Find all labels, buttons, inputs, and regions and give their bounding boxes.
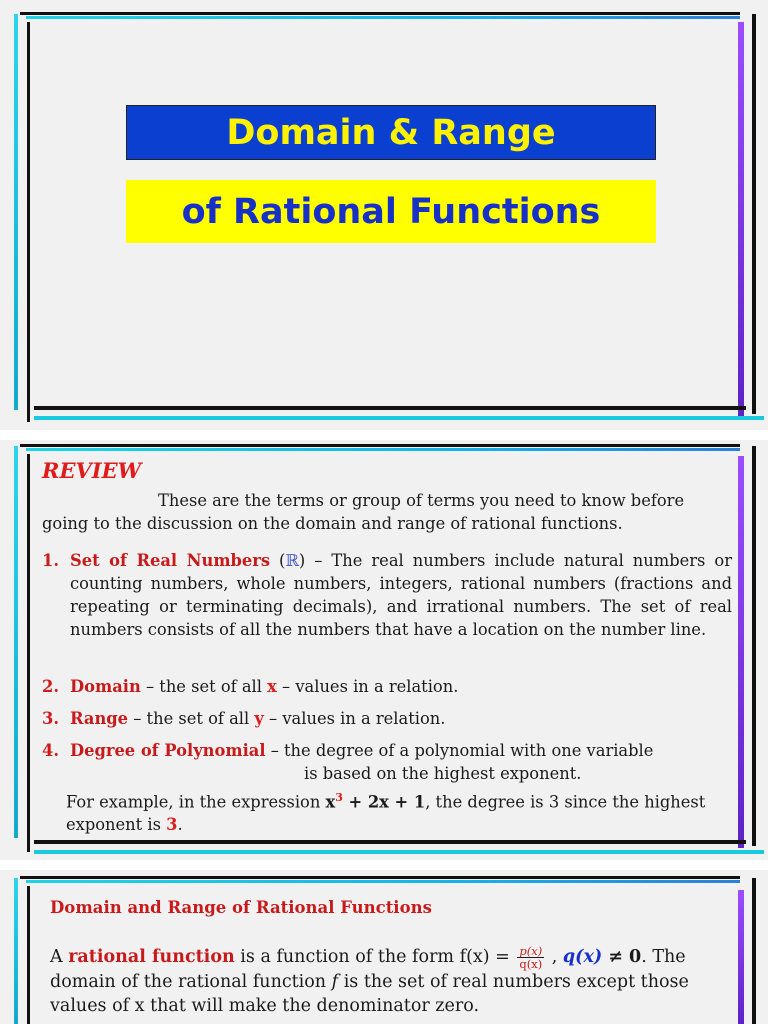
list-item [42, 549, 732, 641]
term-domain: Domain [70, 677, 141, 696]
definition-continuation: is based on the highest exponent. [304, 764, 582, 783]
function-notation: f(x) = [459, 947, 516, 967]
separator: , [546, 947, 563, 967]
example-text: For example, in the expression [66, 792, 326, 812]
section-heading: Domain and Range of Rational Functions [50, 898, 432, 917]
list-item-body [70, 707, 732, 730]
slide-frame-top [20, 876, 740, 879]
list-number: 3. [42, 709, 59, 728]
review-intro: These are the terms or group of terms you need to know before going to the discussion on the domain and range of rational functions. [42, 491, 685, 533]
slide-frame-top [20, 444, 740, 447]
term-range: Range [70, 709, 129, 728]
slide-frame-right-accent [738, 890, 744, 1024]
symbol-close: ) [298, 551, 306, 570]
condition-not-equal: ≠ 0 [602, 947, 642, 967]
list-item-body [70, 549, 732, 641]
slide-frame-left-accent [14, 878, 18, 1024]
fraction [517, 945, 544, 970]
list-item-body [70, 739, 732, 785]
list-number: 2. [42, 677, 59, 696]
slide-frame-bottom-accent [34, 416, 764, 420]
term-real-numbers: Set of Real Numbers [70, 551, 271, 570]
slide-subtitle: of Rational Functions [181, 191, 601, 232]
list-item [42, 739, 732, 785]
term-degree: Degree of Polynomial [70, 741, 266, 760]
slide-frame-right [752, 878, 756, 1024]
list-item [42, 707, 732, 730]
example-text: , the degree is 3 since the highest exponent is [66, 792, 706, 835]
variable-y: y [254, 709, 264, 728]
fraction-denominator: q(x) [519, 957, 543, 971]
slide-frame-top-accent [26, 880, 740, 883]
list-item [42, 675, 732, 698]
title-banner [126, 105, 656, 160]
definition-text: is a function of the form [234, 947, 460, 967]
fraction-numerator: p(x) [519, 944, 543, 958]
term-rational-function: rational function [68, 947, 235, 967]
real-numbers-definition: – The real numbers include natural numbers or counting numbers, whole numbers, integers, rational numbers (fractions and repeating or terminating decimals), and irrational numbers. The set of real numbers consists of all the numbers that have a location on the number line. [70, 551, 732, 639]
rational-function-definition [50, 945, 726, 1018]
slide-frame-left [27, 454, 30, 852]
title-slide [0, 0, 768, 430]
slide-frame-right-accent [738, 456, 744, 848]
definition-text: – values in a relation. [263, 709, 446, 728]
slide-frame-right-accent [738, 22, 744, 417]
subtitle-banner [126, 180, 656, 243]
expression-exponent: 3 [335, 791, 343, 804]
degree-example [66, 786, 726, 836]
definition-text: – the set of all [140, 677, 268, 696]
real-numbers-symbol: ℝ [285, 551, 299, 570]
slide-frame-right [752, 446, 756, 846]
variable-x: x [267, 677, 277, 696]
definition-text: A [50, 947, 69, 967]
slide-frame-bottom-accent [34, 850, 764, 854]
function-name: f [331, 972, 339, 992]
slide-frame-bottom [34, 840, 746, 844]
review-heading: REVIEW [42, 458, 142, 483]
condition-expression: q(x) [562, 947, 603, 967]
slide-frame-top [20, 12, 740, 15]
example-text: . [177, 815, 183, 835]
slide-frame-top-accent [26, 16, 740, 19]
slide-frame-top-accent [26, 448, 740, 451]
symbol-open: ( [270, 551, 286, 570]
slide-frame-left [27, 22, 30, 422]
slide-frame-left [27, 886, 30, 1024]
slide-frame-left-accent [14, 14, 18, 410]
list-number: 1. [42, 551, 59, 570]
expression-rest: + 2x + 1 [342, 792, 426, 812]
example-answer: 3 [166, 815, 178, 835]
definition-text: is the set of real numbers except those values of x that will make the denominator zero. [50, 972, 689, 1016]
expression-x: x [325, 792, 336, 812]
definition-text: – the degree of a polynomial with one variable [265, 741, 654, 760]
slide-frame-bottom [34, 406, 746, 410]
slide-frame-left-accent [14, 446, 18, 838]
definition-text: – the set of all [128, 709, 255, 728]
list-number: 4. [42, 741, 59, 760]
list-item-body [70, 675, 732, 698]
definition-text: – values in a relation. [276, 677, 459, 696]
definition-text: . The domain of the rational function [50, 947, 686, 992]
slide-frame-right [752, 14, 756, 414]
slide-title: Domain & Range [226, 112, 556, 153]
